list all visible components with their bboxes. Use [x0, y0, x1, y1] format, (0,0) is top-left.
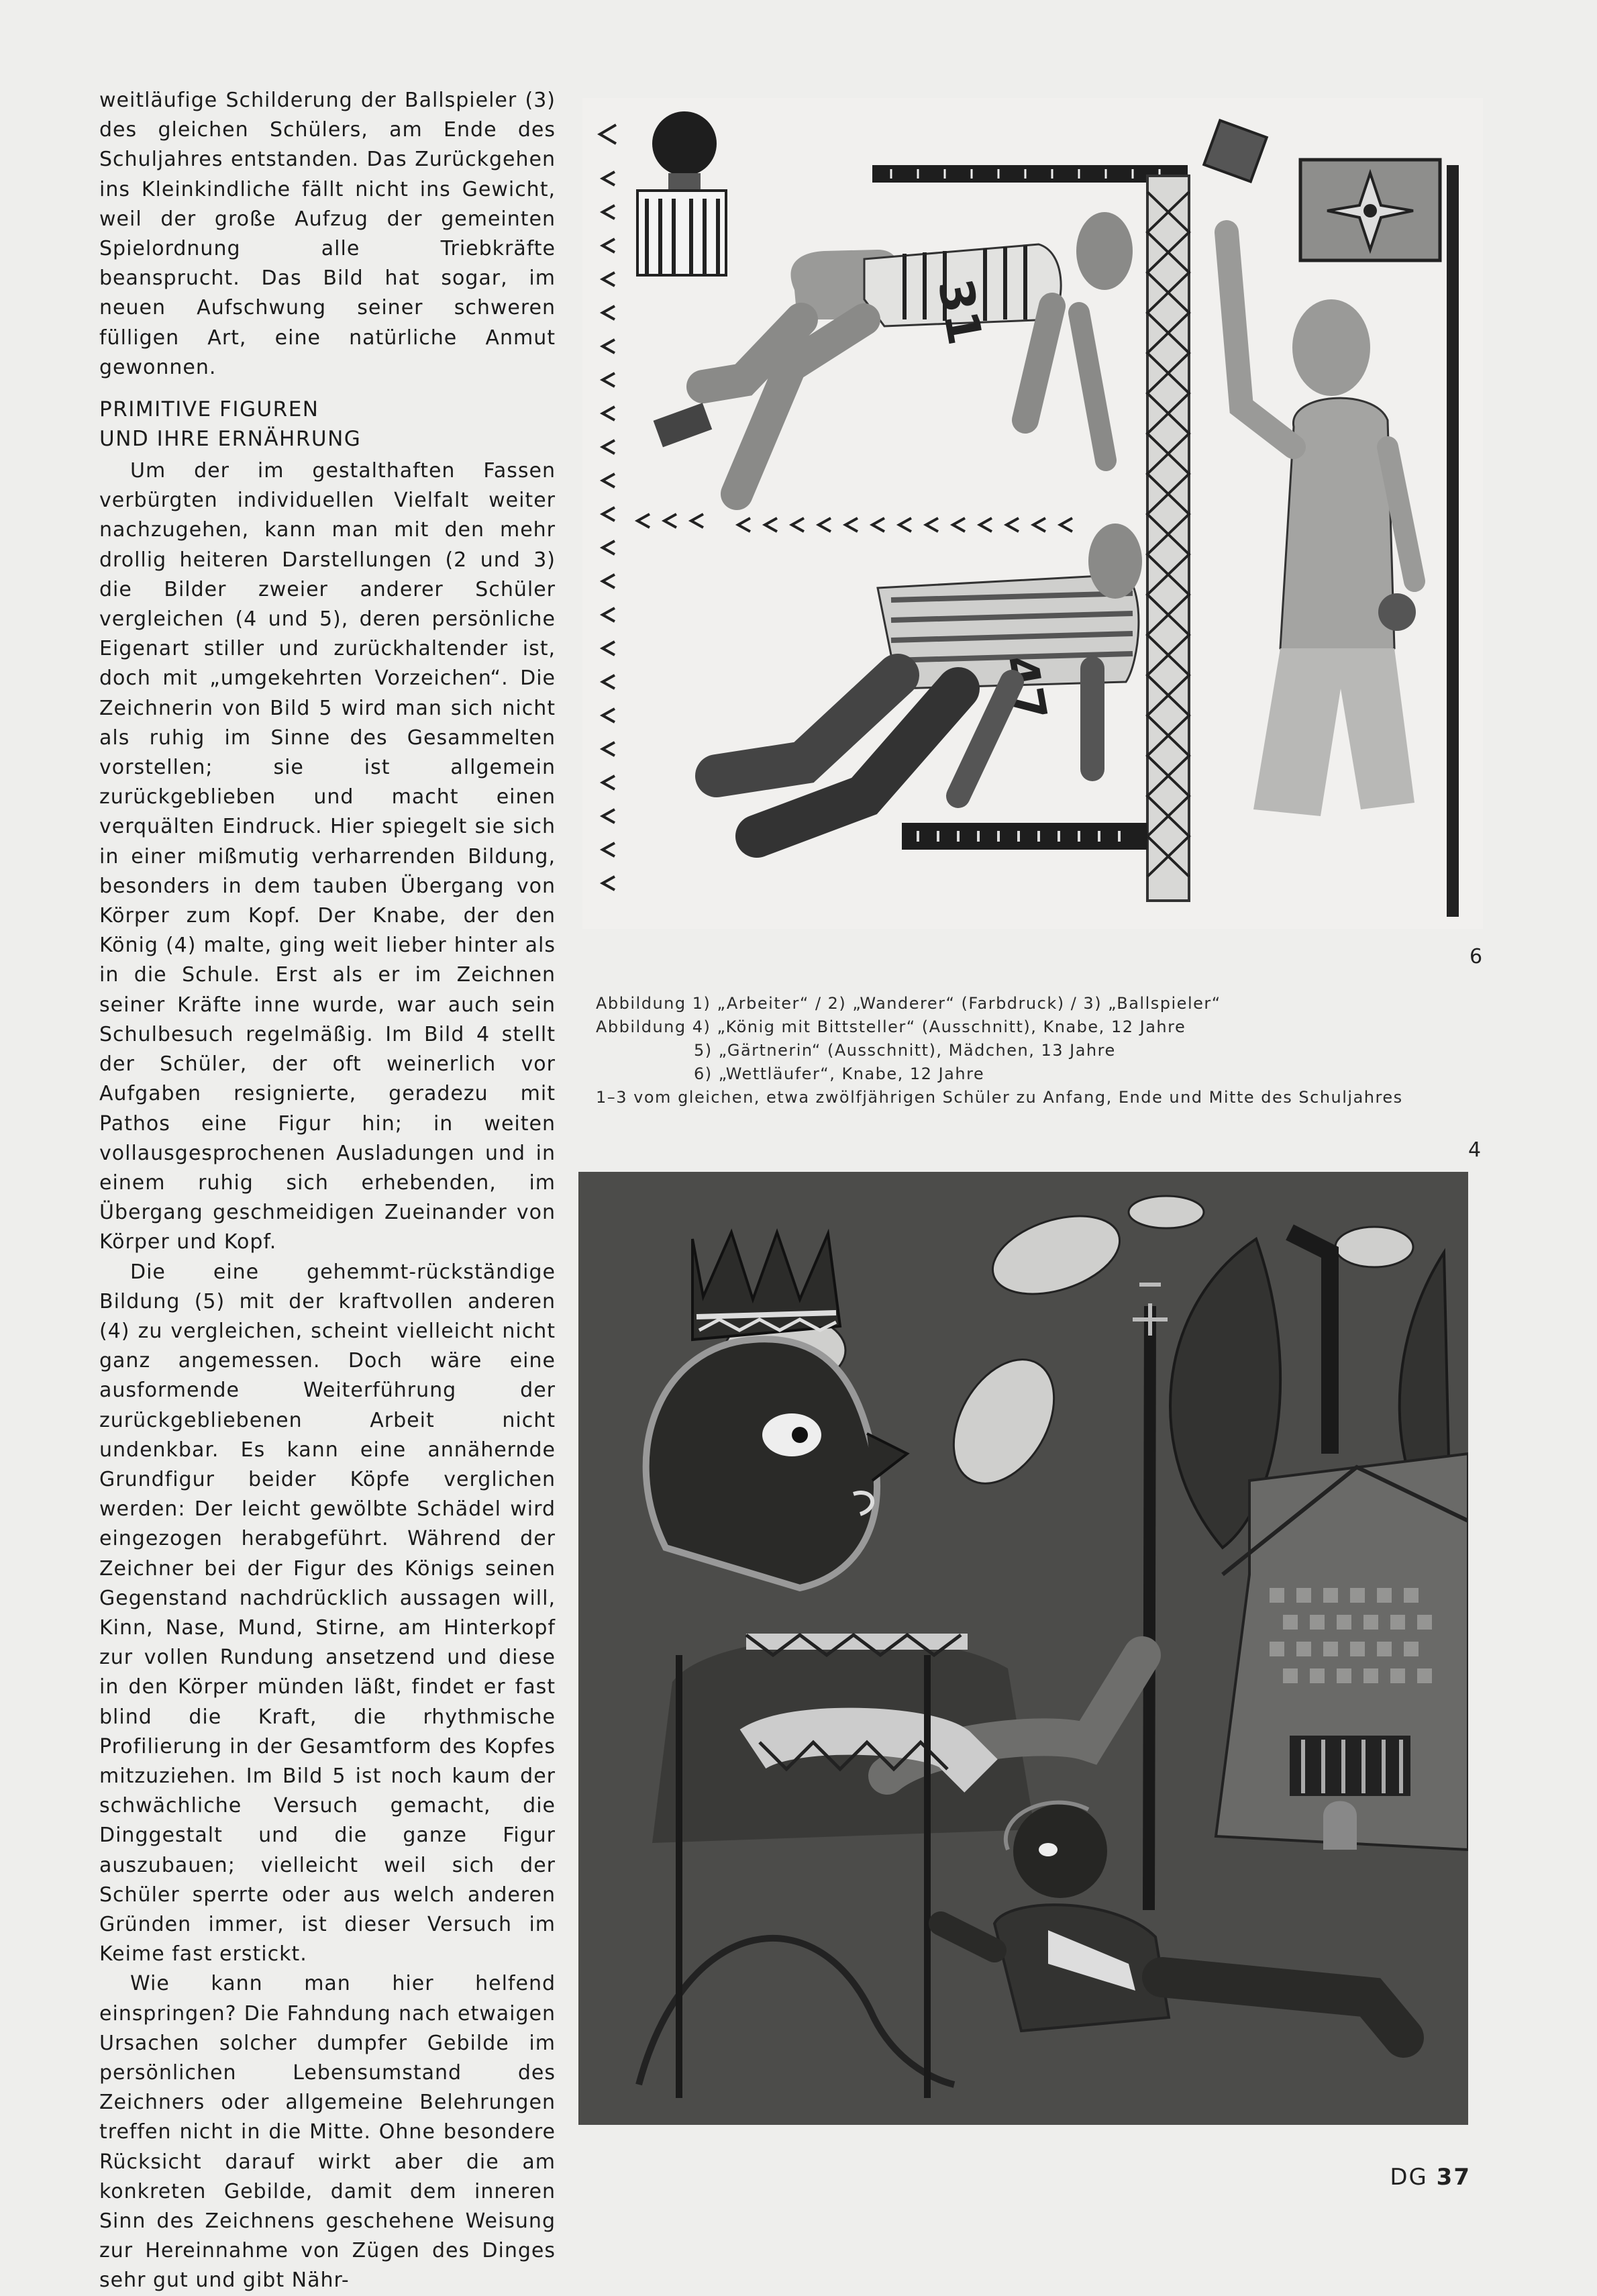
paragraph-3: Die eine gehemmt-rückständige Bildung (5) mit der kraftvollen anderen (4) zu vergleichen, scheint vielleicht nicht ganz angemessen. Doch wäre eine ausformende Weiterführung der zurückgebliebenen Arbeit nicht undenkbar. Es kann eine annähernde Grundfigur beider Köpfe verglichen werden: Der leicht gewölbte Schädel wird eingezogen herabgeführt. Während der Zeichner bei der Figur des Königs seinen Gegenstand nachdrücklich aussagen will, Kinn, Nase, Mund, Stirne, am Hinterkopf zur vollen Rundung ansetzend und diese in den Körper münden läßt, findet er fast blind die Kraft, die rhythmische Profilierung in der Gesamtform des Kopfes mitzuziehen. Im Bild 5 ist noch kaum der schwächliche Versuch gemacht, die Dinggestalt und die ganze Figur auszubauen; vielleicht weil sich der Schüler sperrte oder aus welch anderen Gründen immer, ist dieser Versuch im Keime fast erstickt.: [99, 1260, 556, 1966]
caption-line-3: 5) „Gärtnerin“ (Ausschnitt), Mädchen, 13 Jahre: [694, 1041, 1116, 1060]
page-footer: [1390, 2164, 1471, 2191]
paragraph-1: weitläufige Schilderung der Ballspieler (3) des gleichen Schülers, am Ende des Schuljahres entstanden. Das Zurückgehen ins Kleinkindliche fällt nicht ins Gewicht, weil der große Aufzug der gemeinten Spielordnung alle Triebkräfte beansprucht. Das Bild hat sogar, im neuen Aufschwung seiner schweren fülligen Art, eine natürliche Anmut gewonnen.: [99, 89, 556, 379]
caption-line-4: 6) „Wettläufer“, Knabe, 12 Jahre: [694, 1064, 985, 1083]
decorative-pole-right: [1447, 165, 1459, 917]
figure-4-koenig-mit-bittsteller: [578, 1172, 1468, 2125]
decorative-bar-top: [872, 165, 1188, 183]
figure-6-wettlaeufer: [582, 98, 1483, 929]
trophy-drawing: [637, 111, 726, 275]
figure-number-4: 4: [1468, 1138, 1482, 1162]
caption-line-2: Abbildung 4) „König mit Bittsteller“ (Ausschnitt), Knabe, 12 Jahre: [596, 1017, 1186, 1036]
section-heading-line-1: PRIMITIVE FIGUREN: [99, 397, 319, 422]
journal-abbreviation: DG: [1390, 2164, 1428, 2191]
body-text-column: [99, 86, 556, 2296]
page-number: 37: [1436, 2164, 1471, 2191]
caption-line-1: Abbildung 1) „Arbeiter“ / 2) „Wanderer“ (Farbdruck) / 3) „Ballspieler“: [596, 994, 1221, 1013]
section-heading-line-2: UND IHRE ERNÄHRUNG: [99, 427, 362, 452]
flag-drawing: [1300, 160, 1440, 260]
paragraph-4: Wie kann man hier helfend einspringen? Die Fahndung nach etwaigen Ursachen solcher dumpfer Gebilde im persönlichen Lebensumstand des Zeichners oder allgemeine Belehrungen treffen nicht in die Mitte. Ohne besondere Rücksicht darauf wirkt aber die am konkreten Gebilde, damit dem inneren Sinn des Zeichnens geschehene Weisung zur Hereinnahme von Zügen des Dinges sehr gut und gibt Nähr-: [99, 1972, 556, 2293]
section-heading: [99, 395, 556, 454]
figure-number-6: 6: [1470, 945, 1483, 968]
arrow-row-decoration: [637, 514, 1072, 532]
decorative-pillar: [1147, 176, 1189, 901]
paragraph-2: Um der im gestalthaften Fassen verbürgten individuellen Vielfalt weiter nachzugehen, kann man mit den mehr drollig heiteren Darstellungen (2 und 3) die Bilder zweier anderer Schüler vergleichen (4 und 5), deren persönliche Eigenart stiller und zurückhaltender ist, doch mit „umgekehrten Vorzeichen“. Die Zeichnerin von Bild 5 wird man sich nicht als ruhig im Sinne des Gesammelten vorstellen; sie ist allgemein zurückgeblieben und macht einen verquälten Eindruck. Hier spiegelt sie sich in einer mißmutig verharrenden Bildung, besonders in dem tauben Übergang von Körper zum Kopf. Der Knabe, der den König (4) malte, ging weit lieber hinter als in die Schule. Erst als er im Zeichnen seiner Kräfte inne wurde, war auch sein Schulbesuch regelmäßig. Im Bild 4 stellt der Schüler, der oft weinerlich vor Aufgaben resignierte, geradezu mit Pathos eine Figur hin; in weiten vollausgesprochenen Ausladungen und in einem ruhig sich erhebenden, im Übergang geschmeidigen Zueinander von Körper und Kopf.: [99, 459, 556, 1254]
runner-bottom-number: 47: [992, 651, 1058, 726]
caption-line-5: 1–3 vom gleichen, etwa zwölfjährigen Schüler zu Anfang, Ende und Mitte des Schuljahres: [596, 1088, 1403, 1107]
arrow-column-decoration: [600, 125, 616, 890]
runner-bottom-drawing: [717, 523, 1142, 836]
house-drawing: [1216, 1454, 1468, 1850]
runner-top-number: 31: [927, 274, 993, 349]
figure-caption: [596, 992, 1468, 1109]
